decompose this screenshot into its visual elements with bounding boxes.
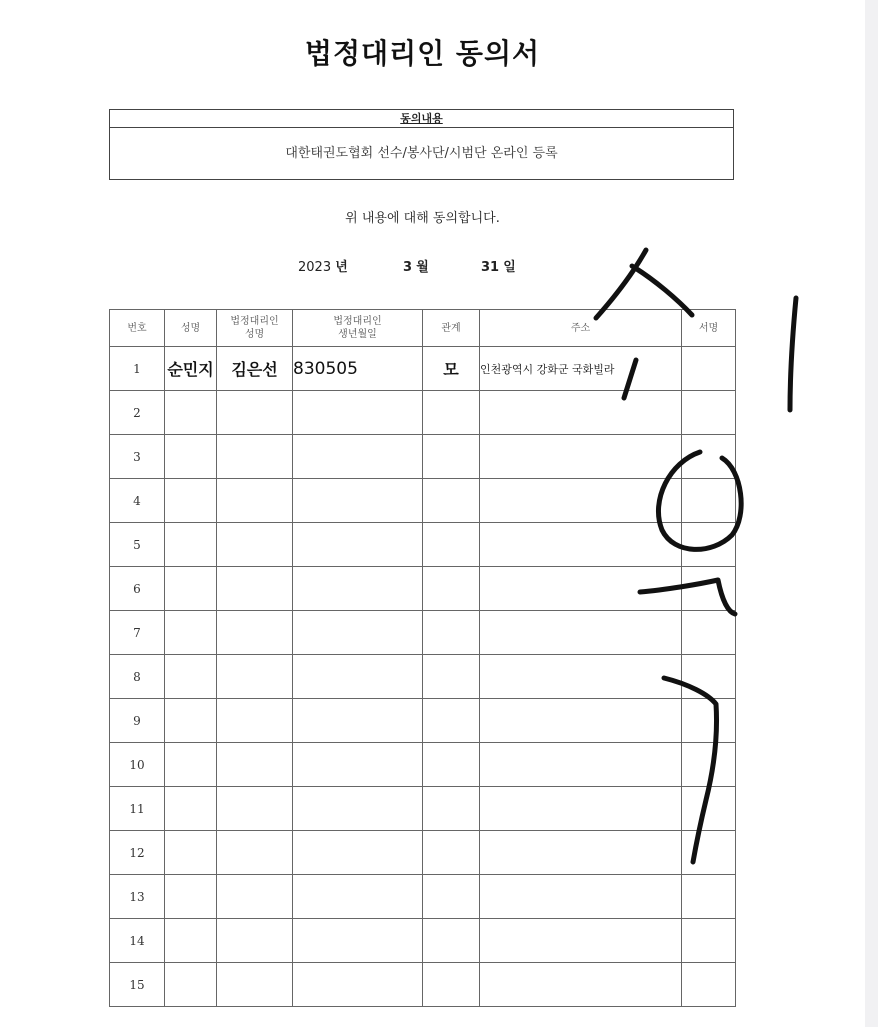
cell-name xyxy=(165,655,217,699)
header-name: 성명 xyxy=(165,310,217,347)
cell-no: 13 xyxy=(110,875,165,919)
cell-guardian-name xyxy=(217,963,293,1007)
cell-no: 5 xyxy=(110,523,165,567)
cell-address xyxy=(480,391,682,435)
cell-guardian-birth xyxy=(293,963,423,1007)
cell-signature xyxy=(682,919,736,963)
cell-guardian-birth xyxy=(293,567,423,611)
cell-guardian-birth xyxy=(293,699,423,743)
cell-relation xyxy=(423,567,480,611)
cell-guardian-birth xyxy=(293,435,423,479)
cell-name xyxy=(165,919,217,963)
cell-signature xyxy=(682,875,736,919)
header-guardian-birth: 법정대리인 생년월일 xyxy=(293,310,423,347)
cell-name xyxy=(165,523,217,567)
table-row xyxy=(110,655,736,699)
cell-no: 8 xyxy=(110,655,165,699)
cell-relation xyxy=(423,875,480,919)
table-row xyxy=(110,963,736,1007)
cell-guardian-name xyxy=(217,655,293,699)
cell-address xyxy=(480,919,682,963)
cell-address xyxy=(480,831,682,875)
table-row xyxy=(110,347,736,391)
header-relation: 관계 xyxy=(423,310,480,347)
cell-no: 12 xyxy=(110,831,165,875)
cell-guardian-name xyxy=(217,919,293,963)
cell-guardian-name xyxy=(217,567,293,611)
cell-relation xyxy=(423,611,480,655)
cell-guardian-birth xyxy=(293,611,423,655)
cell-signature xyxy=(682,435,736,479)
cell-signature xyxy=(682,963,736,1007)
cell-no: 10 xyxy=(110,743,165,787)
cell-signature xyxy=(682,787,736,831)
cell-guardian-birth xyxy=(293,787,423,831)
table-row xyxy=(110,611,736,655)
cell-guardian-birth xyxy=(293,391,423,435)
cell-name xyxy=(165,567,217,611)
cell-signature xyxy=(682,743,736,787)
table-row xyxy=(110,523,736,567)
cell-name xyxy=(165,875,217,919)
cell-name xyxy=(165,435,217,479)
cell-name: 순민지 xyxy=(165,347,217,391)
cell-guardian-birth xyxy=(293,831,423,875)
date-day: 31 일 xyxy=(481,260,516,275)
table-row xyxy=(110,567,736,611)
date-year: 2023 년 xyxy=(298,260,348,275)
cell-guardian-birth xyxy=(293,875,423,919)
cell-no: 9 xyxy=(110,699,165,743)
cell-signature xyxy=(682,391,736,435)
header-no: 번호 xyxy=(110,310,165,347)
table-row xyxy=(110,699,736,743)
cell-no: 6 xyxy=(110,567,165,611)
cell-guardian-name xyxy=(217,787,293,831)
cell-signature xyxy=(682,347,736,391)
cell-address xyxy=(480,699,682,743)
table-row xyxy=(110,743,736,787)
cell-signature xyxy=(682,831,736,875)
cell-signature xyxy=(682,699,736,743)
cell-address: 인천광역시 강화군 국화빌라 xyxy=(480,347,682,391)
cell-relation xyxy=(423,391,480,435)
cell-relation xyxy=(423,655,480,699)
cell-guardian-birth xyxy=(293,743,423,787)
cell-address xyxy=(480,787,682,831)
cell-name xyxy=(165,611,217,655)
cell-relation xyxy=(423,831,480,875)
cell-name xyxy=(165,391,217,435)
consent-content-body: 대한태권도협회 선수/봉사단/시범단 온라인 등록 xyxy=(285,146,558,161)
header-guardian-name: 법정대리인 성명 xyxy=(217,310,293,347)
consent-table xyxy=(109,309,736,1007)
cell-signature xyxy=(682,655,736,699)
cell-guardian-birth xyxy=(293,919,423,963)
cell-guardian-birth xyxy=(293,655,423,699)
cell-guardian-name xyxy=(217,611,293,655)
cell-relation: 모 xyxy=(423,347,480,391)
cell-name xyxy=(165,787,217,831)
cell-no: 11 xyxy=(110,787,165,831)
document-title: 법정대리인 동의서 xyxy=(304,37,541,70)
cell-name xyxy=(165,831,217,875)
table-row xyxy=(110,831,736,875)
cell-signature xyxy=(682,611,736,655)
cell-no: 2 xyxy=(110,391,165,435)
cell-guardian-name xyxy=(217,435,293,479)
header-signature: 서명 xyxy=(682,310,736,347)
cell-address xyxy=(480,655,682,699)
cell-address xyxy=(480,479,682,523)
cell-relation xyxy=(423,479,480,523)
cell-relation xyxy=(423,523,480,567)
cell-relation xyxy=(423,919,480,963)
date-month: 3 월 xyxy=(403,260,429,275)
cell-guardian-name xyxy=(217,831,293,875)
cell-no: 7 xyxy=(110,611,165,655)
cell-relation xyxy=(423,743,480,787)
cell-address xyxy=(480,875,682,919)
cell-signature xyxy=(682,523,736,567)
cell-no: 1 xyxy=(110,347,165,391)
cell-name xyxy=(165,743,217,787)
consent-content-box xyxy=(109,109,734,180)
table-header-row xyxy=(110,310,736,347)
cell-no: 15 xyxy=(110,963,165,1007)
cell-relation xyxy=(423,963,480,1007)
cell-no: 14 xyxy=(110,919,165,963)
cell-relation xyxy=(423,787,480,831)
scrollbar[interactable] xyxy=(865,0,878,1027)
table-row xyxy=(110,391,736,435)
cell-relation xyxy=(423,435,480,479)
cell-guardian-birth xyxy=(293,479,423,523)
table-row xyxy=(110,875,736,919)
cell-address xyxy=(480,743,682,787)
cell-no: 4 xyxy=(110,479,165,523)
cell-signature xyxy=(682,567,736,611)
consent-content-header: 동의내용 xyxy=(110,110,733,128)
cell-guardian-birth xyxy=(293,523,423,567)
cell-address xyxy=(480,611,682,655)
header-address: 주소 xyxy=(480,310,682,347)
cell-signature xyxy=(682,479,736,523)
cell-name xyxy=(165,963,217,1007)
cell-no: 3 xyxy=(110,435,165,479)
cell-guardian-name xyxy=(217,699,293,743)
cell-guardian-name xyxy=(217,875,293,919)
cell-guardian-name xyxy=(217,391,293,435)
cell-name xyxy=(165,479,217,523)
cell-name xyxy=(165,699,217,743)
cell-address xyxy=(480,963,682,1007)
cell-guardian-name xyxy=(217,743,293,787)
cell-guardian-name xyxy=(217,479,293,523)
cell-relation xyxy=(423,699,480,743)
cell-address xyxy=(480,567,682,611)
cell-address xyxy=(480,435,682,479)
table-row xyxy=(110,479,736,523)
cell-guardian-name: 김은선 xyxy=(217,347,293,391)
table-row xyxy=(110,435,736,479)
agreement-statement: 위 내용에 대해 동의합니다. xyxy=(345,211,500,226)
table-row xyxy=(110,787,736,831)
cell-guardian-name xyxy=(217,523,293,567)
cell-address xyxy=(480,523,682,567)
cell-guardian-birth: 830505 xyxy=(293,347,423,391)
table-row xyxy=(110,919,736,963)
